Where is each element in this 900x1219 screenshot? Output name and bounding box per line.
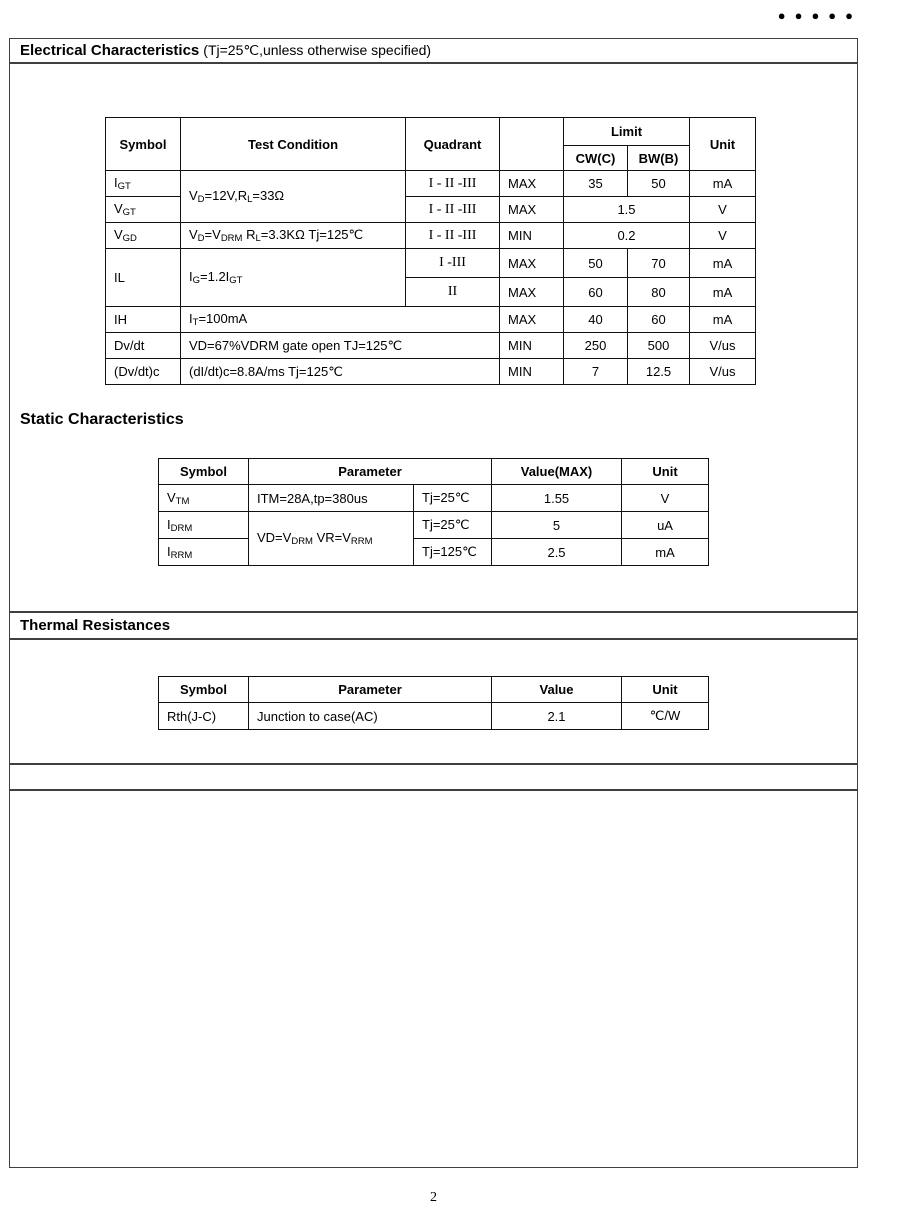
bw-value-cell: 80 (628, 278, 690, 307)
table-row-vgd (106, 223, 756, 249)
unit-cell: V/us (690, 359, 756, 385)
electrical-characteristics-table (105, 117, 756, 385)
value-cell: 2.5 (492, 539, 622, 566)
symbol-cell: Rth(J-C) (159, 703, 249, 730)
limit-span-cell: 0.2 (564, 223, 690, 249)
table-row-irrm (159, 539, 709, 566)
value-cell: 1.55 (492, 485, 622, 512)
mode-cell: MAX (500, 249, 564, 278)
col-header-symbol: Symbol (159, 677, 249, 703)
symbol-cell: IH (106, 307, 181, 333)
thermal-title: Thermal Resistances (20, 617, 171, 634)
col-header-value: Value (492, 677, 622, 703)
condition-cell: (dI/dt)c=8.8A/ms Tj=125℃ (181, 359, 500, 385)
symbol-cell: $V_{GD}$ (106, 223, 181, 249)
header-dots: ●●●●● (777, 8, 862, 23)
table-row-il-1 (106, 249, 756, 278)
mode-cell: MAX (500, 307, 564, 333)
condition-cell: VD=67%VDRM gate open TJ=125℃ (181, 333, 500, 359)
quadrant-cell: I - II -III (406, 223, 500, 249)
col-header-unit: Unit (690, 118, 756, 171)
unit-cell: mA (690, 249, 756, 278)
static-characteristics-table (158, 458, 709, 566)
empty-strip-section (9, 764, 858, 790)
thermal-section-header (9, 612, 858, 639)
table-row-idrm (159, 512, 709, 539)
unit-cell: mA (690, 307, 756, 333)
unit-cell: V (622, 485, 709, 512)
bw-value-cell: 60 (628, 307, 690, 333)
cw-value-cell: 250 (564, 333, 628, 359)
quadrant-cell: I - II -III (406, 197, 500, 223)
table-row-dvdt (106, 333, 756, 359)
col-header-symbol: Symbol (106, 118, 181, 171)
symbol-cell: Dv/dt (106, 333, 181, 359)
table-row-dvdtc (106, 359, 756, 385)
electrical-subtitle: (Tj=25℃,unless otherwise specified) (203, 42, 432, 58)
col-header-test-condition: Test Condition (181, 118, 406, 171)
unit-cell: V/us (690, 333, 756, 359)
unit-cell: V (690, 223, 756, 249)
unit-cell: mA (690, 278, 756, 307)
symbol-cell: $I_{DRM}$ (159, 512, 249, 539)
table-row-ih (106, 307, 756, 333)
col-header-parameter: Parameter (249, 677, 492, 703)
cw-value-cell: 40 (564, 307, 628, 333)
symbol-cell: $I_{GT}$ (106, 171, 181, 197)
quadrant-cell: II (406, 278, 500, 307)
temp-cell: Tj=25℃ (414, 485, 492, 512)
condition-cell: $V_D=12V,R_L=33\Omega$ (181, 171, 406, 223)
symbol-cell: $V_{TM}$ (159, 485, 249, 512)
mode-cell: MIN (500, 333, 564, 359)
static-characteristics-title: Static Characteristics (20, 411, 184, 428)
bw-value-cell: 500 (628, 333, 690, 359)
unit-cell: mA (622, 539, 709, 566)
table-row-vtm (159, 485, 709, 512)
mode-cell: MAX (500, 278, 564, 307)
electrical-section-header (9, 38, 858, 63)
condition-cell: ITM=28A,tp=380us (249, 485, 414, 512)
symbol-cell: $V_{GT}$ (106, 197, 181, 223)
col-header-symbol: Symbol (159, 459, 249, 485)
bw-value-cell: 50 (628, 171, 690, 197)
col-header-limit: Limit (564, 118, 690, 146)
limit-span-cell: 1.5 (564, 197, 690, 223)
temp-cell: Tj=25℃ (414, 512, 492, 539)
value-cell: 5 (492, 512, 622, 539)
unit-cell: uA (622, 512, 709, 539)
bw-value-cell: 70 (628, 249, 690, 278)
unit-cell: mA (690, 171, 756, 197)
col-header-unit: Unit (622, 459, 709, 485)
mode-cell: MAX (500, 171, 564, 197)
symbol-cell: IL (106, 249, 181, 307)
condition-cell: $V_D=V_{DRM}$ $R_L=3.3K\Omega$ Tj=125℃ (181, 223, 406, 249)
col-header-cw: CW(C) (564, 146, 628, 171)
electrical-section-header-inner (10, 39, 857, 62)
col-header-unit: Unit (622, 677, 709, 703)
table-row-igt (106, 171, 756, 197)
thermal-resistances-table (158, 676, 709, 730)
cw-value-cell: 35 (564, 171, 628, 197)
bw-value-cell: 12.5 (628, 359, 690, 385)
col-header-blank (500, 118, 564, 171)
table-row-rth (159, 703, 709, 730)
parameter-cell: Junction to case(AC) (249, 703, 492, 730)
condition-cell: $I_G=1.2I_{GT}$ (181, 249, 406, 307)
page-number: 2 (430, 1190, 437, 1205)
col-header-quadrant: Quadrant (406, 118, 500, 171)
empty-bottom-section (9, 790, 858, 1168)
temp-cell: Tj=125℃ (414, 539, 492, 566)
quadrant-cell: I - II -III (406, 171, 500, 197)
mode-cell: MIN (500, 359, 564, 385)
cw-value-cell: 50 (564, 249, 628, 278)
cw-value-cell: 60 (564, 278, 628, 307)
cw-value-cell: 7 (564, 359, 628, 385)
thermal-section-header-inner (10, 613, 857, 638)
electrical-title: Electrical Characteristics (20, 42, 200, 59)
symbol-cell: (Dv/dt)c (106, 359, 181, 385)
mode-cell: MIN (500, 223, 564, 249)
mode-cell: MAX (500, 197, 564, 223)
value-cell: 2.1 (492, 703, 622, 730)
symbol-cell: $I_{RRM}$ (159, 539, 249, 566)
unit-cell: ℃/W (622, 703, 709, 730)
condition-cell: $I_T=100mA$ (181, 307, 500, 333)
quadrant-cell: I -III (406, 249, 500, 278)
col-header-parameter: Parameter (249, 459, 492, 485)
unit-cell: V (690, 197, 756, 223)
condition-cell: $VD=V_{DRM}$ $VR=V_{RRM}$ (249, 512, 414, 566)
col-header-value: Value(MAX) (492, 459, 622, 485)
col-header-bw: BW(B) (628, 146, 690, 171)
